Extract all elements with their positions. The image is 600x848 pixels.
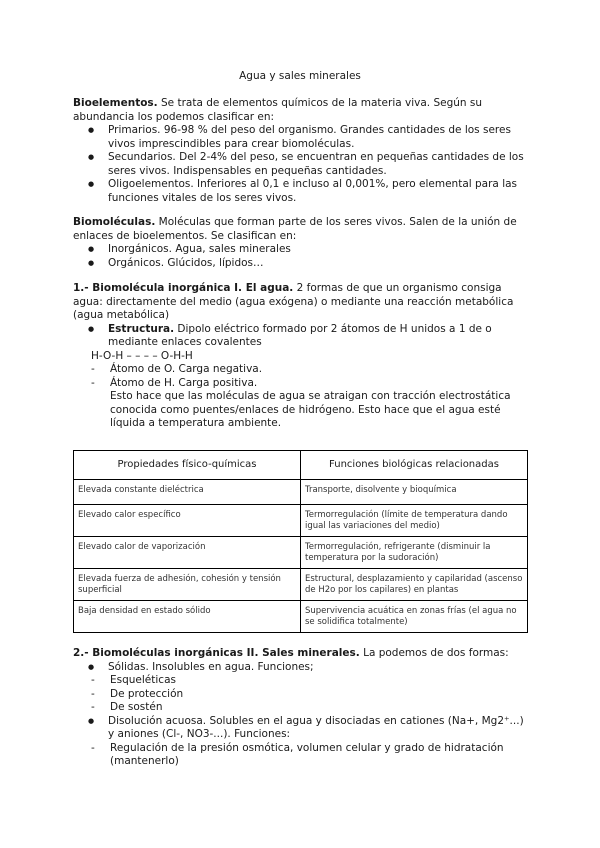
list-item: ● Secundarios. Del 2-4% del peso, se encuentran en pequeñas cantidades de los seres vivos. Indispensables en pequeñas cantidades.	[73, 151, 533, 178]
list-item: - Esqueléticas	[73, 674, 533, 688]
table-cell: Termorregulación (límite de temperatura dando igual las variaciones del medio)	[301, 505, 528, 537]
list-item: - De sostén	[73, 701, 533, 715]
agua-section	[73, 282, 533, 431]
disolucion-functions	[73, 742, 533, 769]
solidas-text: Sólidas. Insolubles en agua. Funciones;	[108, 660, 314, 673]
list-item: ● Primarios. 96-98 % del peso del organismo. Grandes cantidades de los seres vivos imprescindibles para crear biomoléculas.	[73, 124, 533, 151]
table-cell: Estructural, desplazamiento y capilaridad (ascenso de H2o por los capilares) en plantas	[301, 569, 528, 601]
estructura-text	[108, 323, 492, 349]
table-cell: Elevada constante dieléctrica	[74, 480, 301, 505]
table-cell: Elevado calor específico	[74, 505, 301, 537]
agua-heading: 1.- Biomolécula inorgánica I. El agua.	[73, 282, 294, 294]
list-item: ● Inorgánicos. Agua, sales minerales	[73, 243, 533, 257]
agua-intro	[73, 282, 533, 323]
list-item: ● Orgánicos. Glúcidos, lípidos…	[73, 257, 533, 271]
list-item	[73, 323, 533, 431]
table-row	[74, 601, 528, 633]
bioelementos-section	[73, 97, 533, 205]
list-item	[73, 377, 533, 431]
biomoleculas-list	[73, 243, 533, 270]
table-cell: Supervivencia acuática en zonas frías (el agua no se solidifica totalmente)	[301, 601, 528, 633]
agua-list	[73, 323, 533, 431]
table-header-row	[74, 451, 528, 480]
sales-intro	[73, 647, 533, 661]
charge-list	[73, 363, 533, 431]
page-title: Agua y sales minerales	[239, 70, 361, 82]
table-cell: Elevada fuerza de adhesión, cohesión y tensión superficial	[74, 569, 301, 601]
estructura-heading: Estructura.	[108, 322, 175, 335]
table-cell: Transporte, disolvente y bioquímica	[301, 480, 528, 505]
bioelementos-list	[73, 124, 533, 205]
table-row	[74, 505, 528, 537]
biomoleculas-heading: Biomoléculas.	[73, 216, 156, 228]
table-cell: Baja densidad en estado sólido	[74, 601, 301, 633]
table-header: Propiedades físico-químicas	[74, 451, 301, 480]
agua-text: 2 formas de que un organismo consiga agua: directamente del medio (agua exógena) o mediante una reacción metabólica (agua metabólica)	[73, 282, 514, 321]
bioelementos-heading: Bioelementos.	[73, 97, 158, 109]
table-cell: Elevado calor de vaporización	[74, 537, 301, 569]
solidas-functions	[73, 674, 533, 715]
table-row	[74, 480, 528, 505]
charge-h-text: Átomo de H. Carga positiva.	[110, 376, 258, 389]
biomoleculas-section	[73, 216, 533, 270]
table-row	[74, 537, 528, 569]
sales-heading: 2.- Biomoléculas inorgánicas II. Sales minerales.	[73, 647, 360, 659]
biomoleculas-intro	[73, 216, 533, 243]
list-item	[73, 661, 533, 715]
sales-text: La podemos de dos formas:	[359, 647, 509, 659]
water-formula: H-O-H – – – – O-H-H	[91, 349, 193, 362]
table-row	[74, 569, 528, 601]
list-item: - Átomo de O. Carga negativa.	[73, 363, 533, 377]
sales-section	[73, 647, 533, 769]
estructura-desc: Dipolo eléctrico formado por 2 átomos de H unidos a 1 de o mediante enlaces covalentes	[108, 322, 492, 348]
list-item: ● Oligoelementos. Inferiores al 0,1 e incluso al 0,001%, pero elemental para las funciones vitales de los seres vivos.	[73, 178, 533, 205]
sales-list	[73, 661, 533, 769]
list-item: - Regulación de la presión osmótica, volumen celular y grado de hidratación (mantenerlo)	[73, 742, 533, 769]
disolucion-text: Disolución acuosa. Solubles en el agua y disociadas en cationes (Na+, Mg2⁺...) y aniones (Cl-, NO3-...). Funciones:	[108, 714, 524, 740]
list-item: - De protección	[73, 688, 533, 702]
bioelementos-text: Se trata de elementos químicos de la materia viva. Según su abundancia los podemos clasificar en:	[73, 97, 483, 123]
table-header: Funciones biológicas relacionadas	[301, 451, 528, 480]
properties-table	[73, 450, 528, 633]
hydrogen-bond-note: Esto hace que las moléculas de agua se atraigan con tracción electrostática conocida como puentes/enlaces de hidrógeno. Esto hace que el agua esté líquida a temperatura ambiente.	[110, 390, 511, 429]
table-cell: Termorregulación, refrigerante (disminuir la temperatura por la sudoración)	[301, 537, 528, 569]
list-item	[73, 715, 533, 769]
bioelementos-intro	[73, 97, 533, 124]
biomoleculas-text: Moléculas que forman parte de los seres vivos. Salen de la unión de enlaces de bioelementos. Se clasifican en:	[73, 216, 517, 242]
